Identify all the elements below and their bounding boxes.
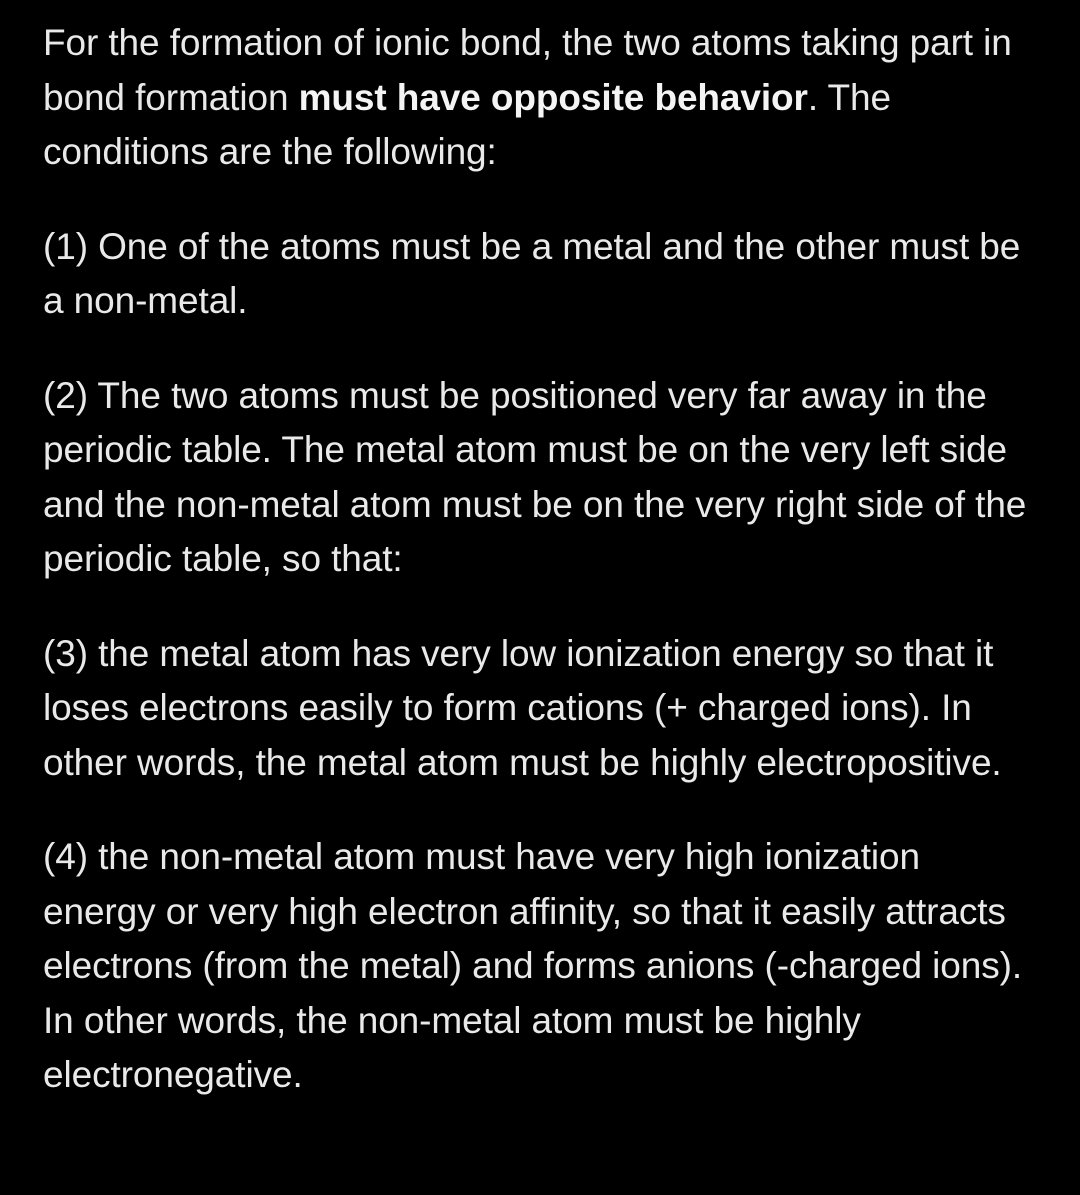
condition-1: (1) One of the atoms must be a metal and the other must be a non-metal. bbox=[43, 225, 1021, 321]
intro-bold-phrase: must have opposite behavior bbox=[298, 76, 808, 118]
condition-4: (4) the non-metal atom must have very high ionization energy or very high electron affinity, so that it easily attracts electrons (from the metal) and forms anions (-charged ions). In other words, the non-metal atom must be highly electronegative. bbox=[43, 836, 1023, 1095]
condition-2: (2) The two atoms must be positioned very far away in the periodic table. The metal atom must be on the very left side and the non-metal atom must be on the very right side of the periodic table, so that: bbox=[43, 374, 1027, 579]
condition-3: (3) the metal atom has very low ionization energy so that it loses electrons easily to form cations (+ charged ions). In other words, the metal atom must be highly electropositive. bbox=[43, 632, 1002, 783]
intro-paragraph bbox=[43, 16, 1042, 180]
intro-text-before: For the formation of ionic bond, the two atoms taking part in bond formation bbox=[43, 22, 1012, 118]
intro-text-after: . The conditions are the following: bbox=[43, 76, 892, 172]
